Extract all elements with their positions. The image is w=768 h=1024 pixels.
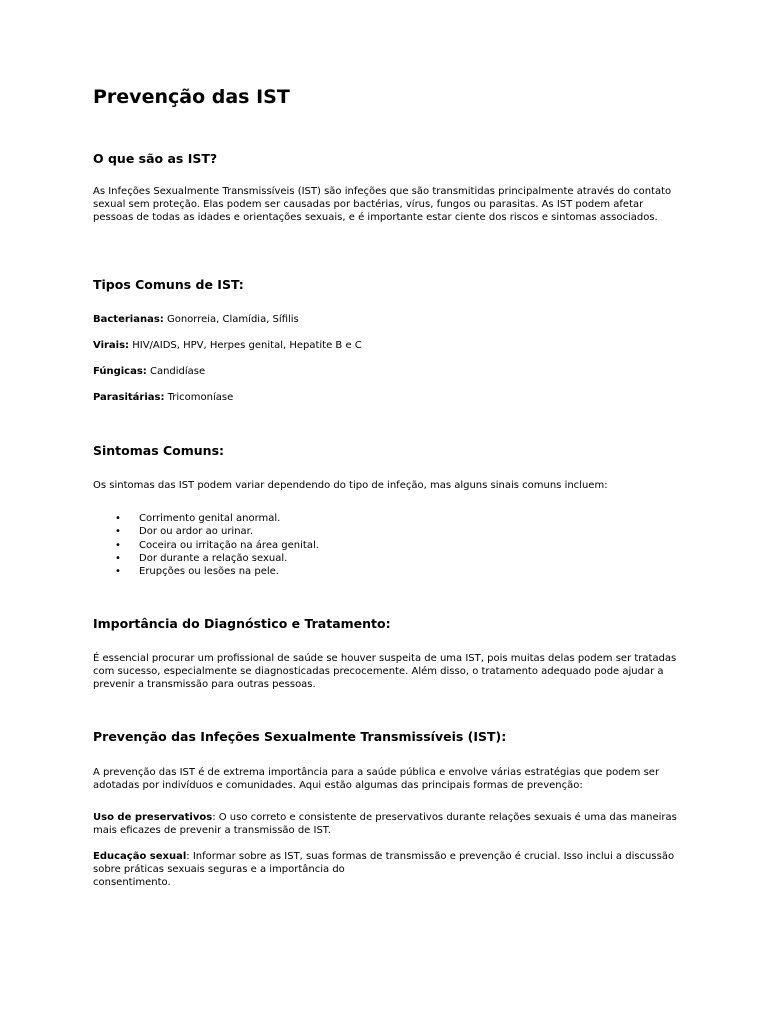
prevention-education-text: : Informar sobre as IST, suas formas de transmissão e prevenção é crucial. Isso inclui a discussão sobre práticas sexuais seguras e a importância do	[93, 851, 675, 875]
symptoms-intro: Os sintomas das IST podem variar dependendo do tipo de infeção, mas alguns sinais comuns incluem:	[93, 480, 608, 491]
heading-diagnosis: Importância do Diagnóstico e Tratamento:	[93, 616, 391, 631]
type-viral	[93, 339, 683, 352]
list-item: • Dor durante a relação sexual.	[93, 552, 683, 565]
list-item: • Corrimento genital anormal.	[93, 512, 683, 525]
list-item: • Dor ou ardor ao urinar.	[93, 525, 683, 538]
heading-prevention: Prevenção das Infeções Sexualmente Transmissíveis (IST):	[93, 729, 507, 744]
type-fungal	[93, 365, 683, 378]
type-bacterial-label: Bacterianas:	[93, 314, 164, 325]
type-fungal-label: Fúngicas:	[93, 366, 147, 377]
prevention-education-label: Educação sexual	[93, 851, 187, 862]
type-bacterial-text: Gonorreia, Clamídia, Sífilis	[163, 314, 299, 325]
list-item: • Erupções ou lesões na pele.	[93, 565, 683, 578]
paragraph-definition: As Infeções Sexualmente Transmissíveis (IST) são infeções que são transmitidas principalmente através do contato sexual sem proteção. Elas podem ser causadas por bactérias, vírus, fungos ou parasitas. As IST podem afetar pessoas de todas as idades e orientações sexuais, e é importante estar ciente dos riscos e sintomas associados.	[93, 186, 672, 223]
type-fungal-text: Candidíase	[146, 366, 206, 377]
prevention-education-text-end: consentimento.	[93, 877, 171, 888]
heading-symptoms: Sintomas Comuns:	[93, 443, 225, 458]
type-parasitic-label: Parasitárias:	[93, 392, 165, 403]
prevention-education	[93, 850, 683, 889]
symptoms-list	[93, 512, 683, 578]
prevention-condoms	[93, 811, 683, 837]
list-item: • Coceira ou irritação na área genital.	[93, 539, 683, 552]
type-viral-text: HIV/AIDS, HPV, Herpes genital, Hepatite B e C	[129, 340, 362, 351]
page-title: Prevenção das IST	[93, 86, 290, 108]
prevention-intro: A prevenção das IST é de extrema importância para a saúde pública e envolve várias estratégias que podem ser adotadas por indivíduos e comunidades. Aqui estão algumas das principais formas de prevenção:	[93, 767, 660, 791]
paragraph-diagnosis: É essencial procurar um profissional de saúde se houver suspeita de uma IST, pois muitas delas podem ser tratadas com sucesso, especialmente se diagnosticadas precocemente. Além disso, o tratamento adequado pode ajudar a prevenir a transmissão para outras pessoas.	[93, 653, 677, 690]
heading-what-are-ist: O que são as IST?	[93, 151, 218, 166]
type-parasitic	[93, 391, 683, 404]
type-bacterial	[93, 313, 683, 326]
prevention-condoms-label: Uso de preservativos	[93, 812, 213, 823]
heading-common-types: Tipos Comuns de IST:	[93, 277, 244, 292]
prevention-condoms-text: : O uso correto e consistente de preservativos durante relações sexuais é uma das maneiras mais eficazes de prevenir a transmissão de IST.	[93, 812, 677, 836]
type-viral-label: Virais:	[93, 340, 130, 351]
type-parasitic-text: Tricomoníase	[164, 392, 234, 403]
